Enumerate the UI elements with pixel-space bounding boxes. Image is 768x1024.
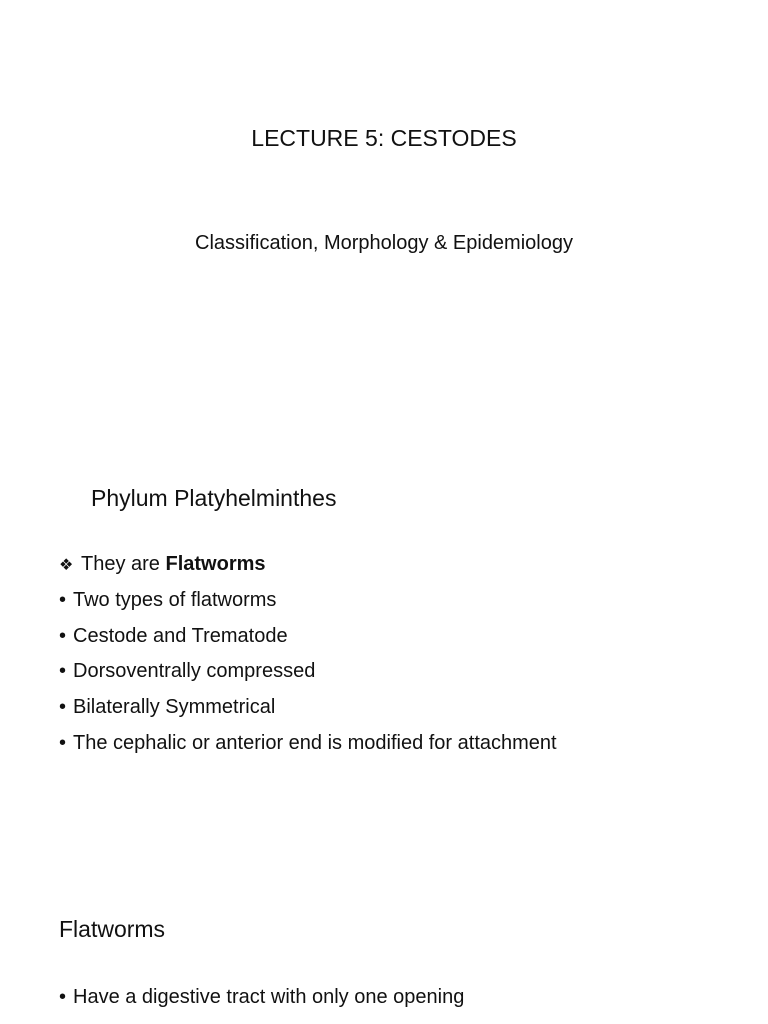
list-item [59,621,557,657]
section-heading-flatworms: Flatworms [59,916,166,942]
section-heading-phylum: Phylum Platyhelminthes [91,485,337,511]
list-item [59,692,557,728]
bullet-icon: • [59,696,67,719]
intro-text: They are [81,553,166,575]
list-item [59,585,557,621]
list-item [59,728,557,764]
list-item-text: Cestode and Trematode [73,624,288,647]
list-item-text: Two types of flatworms [73,588,277,611]
bullet-icon: • [59,986,67,1008]
bullet-icon: • [59,660,67,683]
list-item-text: Dorsoventrally compressed [73,660,316,683]
diamond-bullet-icon: ❖ [59,557,74,574]
slide-title: LECTURE 5: CESTODES [251,125,517,151]
phylum-bullet-list [59,549,557,764]
list-item [59,656,557,692]
list-item-text: Bilaterally Symmetrical [73,696,276,719]
flatworms-bullet-list [59,982,464,1018]
bullet-icon: • [59,588,67,611]
bullet-icon: • [59,624,67,647]
list-item-text: Have a digestive tract with only one opening [73,986,465,1008]
slide-subtitle: Classification, Morphology & Epidemiology [195,232,573,254]
bullet-icon: • [59,731,67,754]
list-item [59,982,464,1018]
intro-bold-term: Flatworms [165,553,266,575]
list-item-intro [59,549,557,585]
list-item-text: The cephalic or anterior end is modified for attachment [73,731,557,754]
